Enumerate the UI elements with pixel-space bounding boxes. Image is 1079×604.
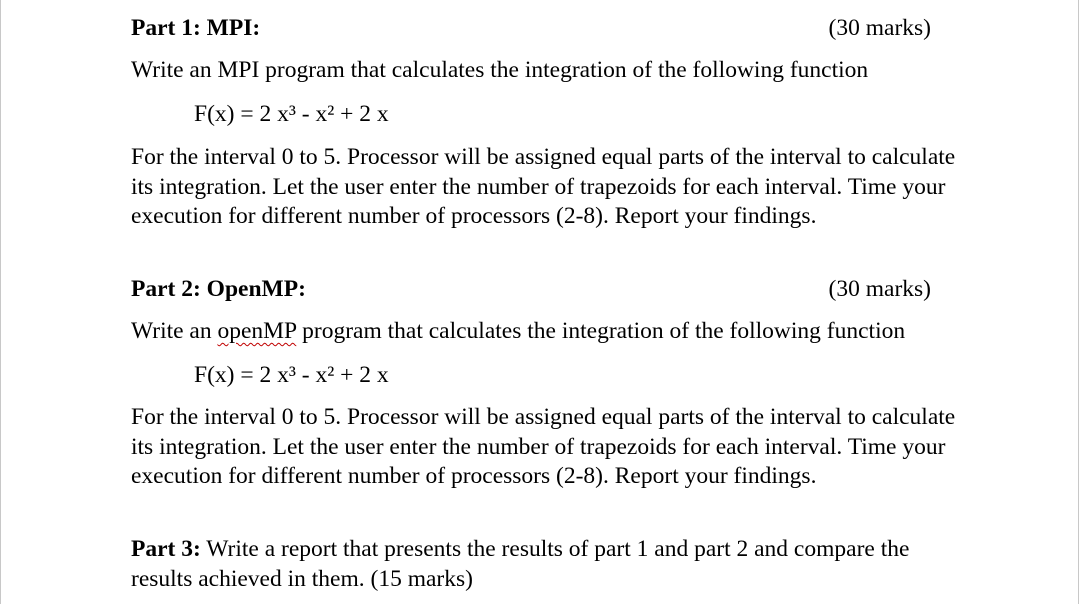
part2-formula: F(x) = 2 x³ - x² + 2 x <box>194 362 389 388</box>
part2-intro-before: Write an <box>131 318 218 344</box>
part3-paragraph <box>131 535 961 594</box>
part3-heading: Part 3: <box>131 536 201 562</box>
part1-paragraph: For the interval 0 to 5. Processor will be assigned equal parts of the interval to calculate its integration. Let the user enter the number of trapezoids for each interval. Time your execution for different number of processors (2-8). Report your findings. <box>131 144 956 229</box>
part2-paragraph: For the interval 0 to 5. Processor will be assigned equal parts of the interval to calculate its integration. Let the user enter the number of trapezoids for each interval. Time your execution for different number of processors (2-8). Report your findings. <box>131 404 956 489</box>
spellcheck-flagged-word[interactable]: openMP <box>217 318 297 344</box>
part3-text: Write a report that presents the results of part 1 and part 2 and compare the results achieved in them. (15 marks) <box>131 536 910 592</box>
part1-formula: F(x) = 2 x³ - x² + 2 x <box>194 101 389 127</box>
part1-intro: Write an MPI program that calculates the integration of the following function <box>131 57 869 83</box>
part2-marks: (30 marks) <box>828 276 931 302</box>
part2-intro <box>131 317 961 347</box>
part1-marks: (30 marks) <box>828 15 931 41</box>
part2-intro-after: program that calculates the integration of the following function <box>296 318 906 344</box>
part2-heading: Part 2: OpenMP: <box>131 276 306 302</box>
part1-heading: Part 1: MPI: <box>131 15 261 41</box>
